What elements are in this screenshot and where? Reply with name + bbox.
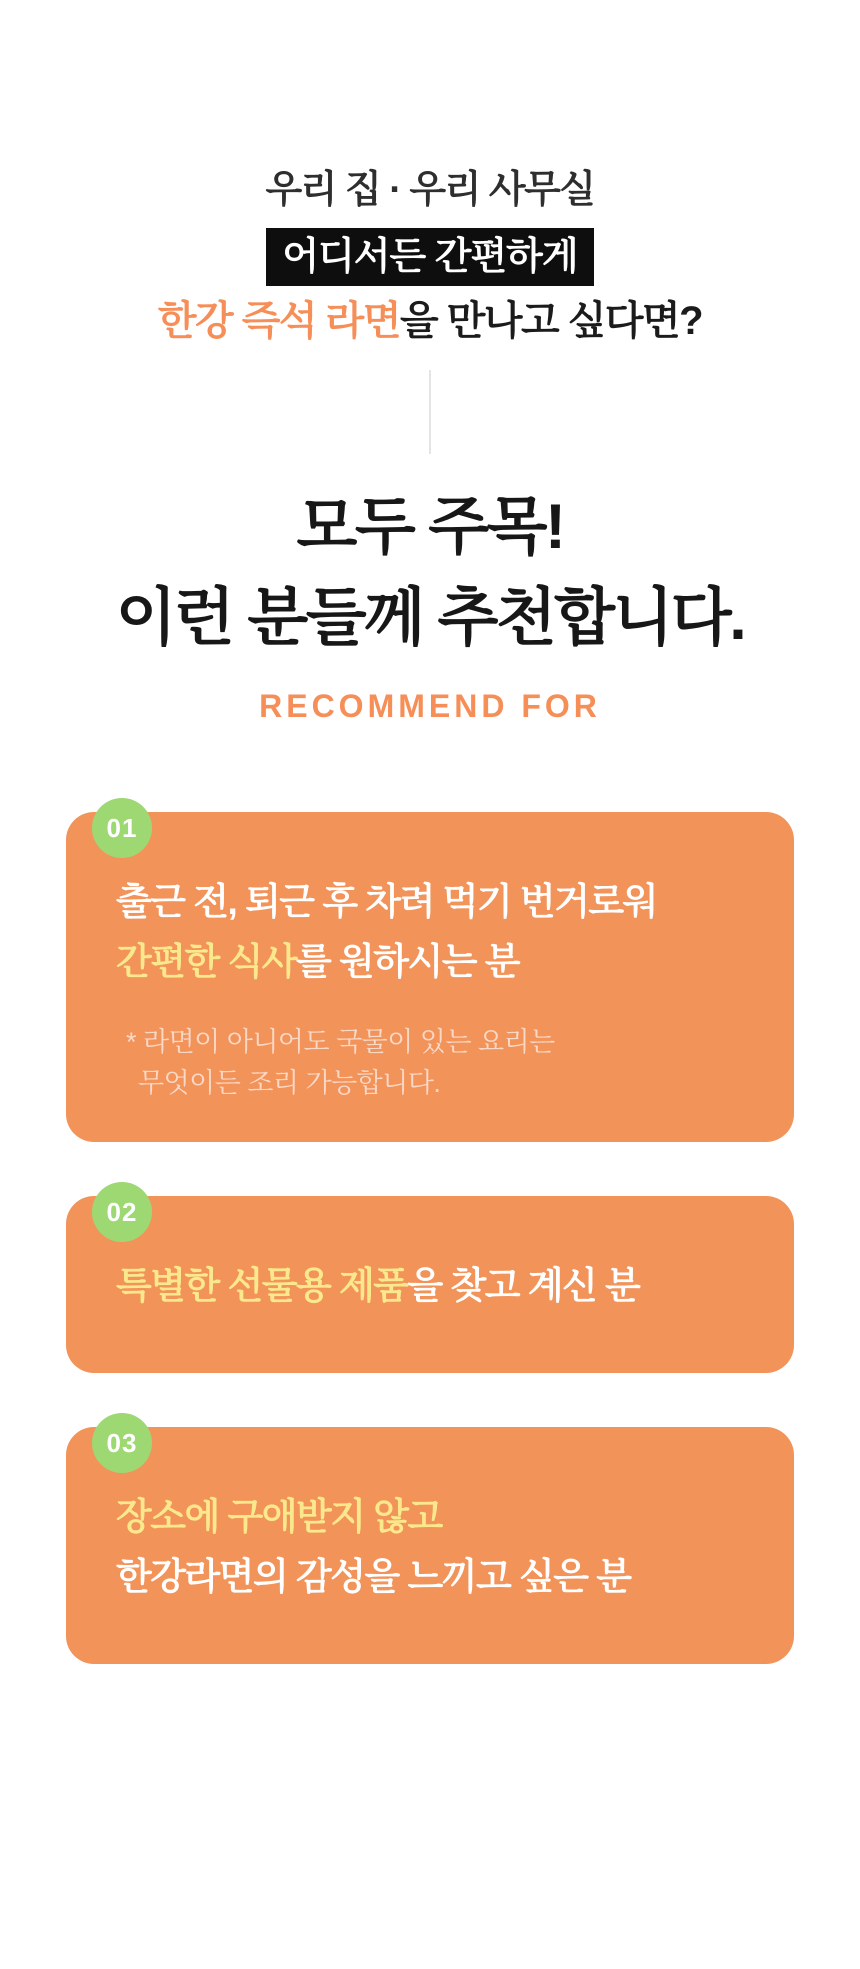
card-01-footnote-line1: * 라면이 아니어도 국물이 있는 요리는 <box>126 1027 555 1057</box>
card-01-highlight-text: 간편한 식사 <box>116 941 296 982</box>
card-03-highlight-text: 장소에 구애받지 않고 <box>116 1496 442 1537</box>
card-number-badge-03: 03 <box>92 1413 152 1473</box>
recommendation-cards-list <box>0 812 860 1664</box>
section-title-line1: 모두 주목! <box>296 492 564 562</box>
hero-section <box>0 164 860 348</box>
recommendation-card-02 <box>66 1196 794 1373</box>
card-number-badge-02: 02 <box>92 1182 152 1242</box>
section-title-line2: 이런 분들께 추천합니다. <box>115 583 745 653</box>
card-01-line1-text: 출근 전, 퇴근 후 차려 먹기 번거로워 <box>116 881 657 922</box>
product-name-accent: 한강 즉석 라면 <box>157 299 400 343</box>
card-02-highlight-text: 특별한 선물용 제품 <box>116 1265 408 1306</box>
card-02-line1-rest: 을 찾고 계신 분 <box>407 1265 640 1306</box>
card-number-badge-01: 01 <box>92 798 152 858</box>
vertical-divider-line <box>429 370 431 454</box>
card-02-line1 <box>116 1256 754 1316</box>
recommendation-card-01 <box>66 812 794 1142</box>
section-title <box>0 482 860 664</box>
card-01-footnote <box>116 1022 754 1104</box>
hero-tagline-line3-rest: 을 만나고 싶다면? <box>399 299 703 343</box>
card-03-line2 <box>116 1547 754 1607</box>
card-01-line1 <box>116 872 754 932</box>
card-01-line2-rest: 를 원하시는 분 <box>296 941 520 982</box>
card-01-footnote-line2: 무엇이든 조리 가능합니다. <box>138 1068 441 1098</box>
card-03-line2-text: 한강라면의 감성을 느끼고 싶은 분 <box>116 1556 631 1597</box>
recommend-for-label: RECOMMEND FOR <box>259 688 601 724</box>
hero-chip-row <box>0 228 860 286</box>
card-03-line1 <box>116 1487 754 1547</box>
recommendation-card-03 <box>66 1427 794 1664</box>
anywhere-highlight-chip: 어디서든 간편하게 <box>266 228 593 286</box>
card-01-line2 <box>116 932 754 992</box>
hero-tagline-line1: 우리 집 · 우리 사무실 <box>265 169 595 211</box>
hero-tagline-line3 <box>0 294 860 348</box>
